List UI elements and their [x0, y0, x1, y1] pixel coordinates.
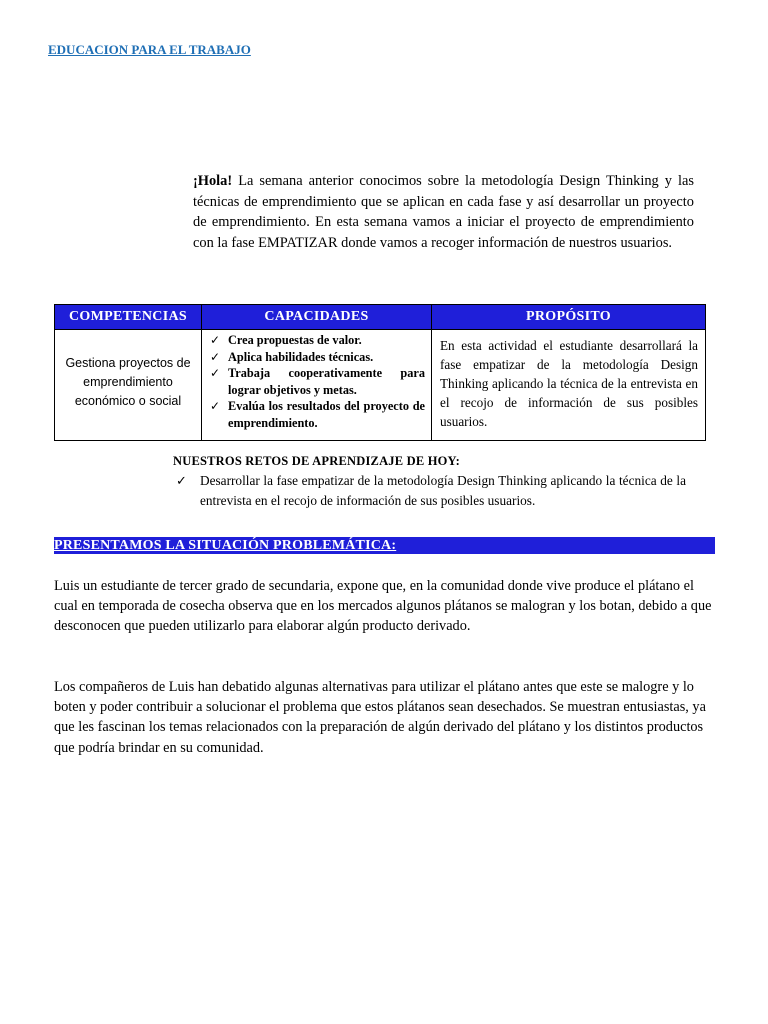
intro-greeting: ¡Hola!	[193, 173, 233, 189]
proposito-cell	[432, 330, 706, 441]
intro-paragraph	[193, 171, 694, 253]
retos-item-text: Desarrollar la fase empatizar de la metodología Design Thinking aplicando la técnica de la entrevista en el recojo de información de sus posibles usuarios.	[200, 473, 686, 508]
retos-item	[176, 471, 686, 511]
retos-title: NUESTROS RETOS DE APRENDIZAJE DE HOY:	[173, 454, 460, 468]
check-icon: ✓	[210, 349, 221, 364]
capacidades-list	[202, 330, 431, 432]
situacion-paragraph-1: Luis un estudiante de tercer grado de secundaria, expone que, en la comunidad donde vive produce el plátano el cual en temporada de cosecha observa que en los mercados algunos plátanos se malogran y los botan, debido a que desconocen que pueden utilizarlo para elaborar algún producto derivado.	[54, 578, 712, 635]
capacidad-text: Aplica habilidades técnicas.	[228, 349, 374, 364]
capacidad-item	[208, 398, 425, 431]
section-heading-bar	[54, 537, 715, 554]
competencia-text: Gestiona proyectos de emprendimiento económico o social	[65, 356, 191, 408]
section-heading: PRESENTAMOS LA SITUACIÓN PROBLEMÁTICA:	[54, 538, 397, 553]
check-icon: ✓	[210, 399, 221, 414]
situacion-paragraph-2: Los compañeros de Luis han debatido algunas alternativas para utilizar el plátano antes que este se malogre y lo boten y poder contribuir a solucionar el problema que estos plátanos sean desechados. Se muestran entusiastas, ya que les fascinan los temas relacionados con la preparación de algún derivado del plátano y los distintos productos que podría brindar en su comunidad.	[54, 679, 706, 756]
header-proposito: PROPÓSITO	[432, 305, 706, 330]
header-capacidades: CAPACIDADES	[202, 305, 432, 330]
capacidad-item	[208, 332, 425, 349]
capacidad-item	[208, 349, 425, 366]
header-competencias: COMPETENCIAS	[55, 305, 202, 330]
capacidad-item	[208, 365, 425, 398]
competencias-table	[54, 304, 706, 441]
competencia-cell	[55, 330, 202, 441]
capacidades-cell	[202, 330, 432, 441]
check-icon: ✓	[210, 366, 221, 381]
capacidad-text: Evalúa los resultados del proyecto de emprendimiento.	[228, 399, 425, 430]
header-title-link[interactable]: EDUCACION PARA EL TRABAJO	[48, 42, 251, 57]
capacidad-text: Trabaja cooperativamente para lograr objetivos y metas.	[228, 366, 425, 397]
check-icon: ✓	[176, 473, 187, 488]
capacidad-text: Crea propuestas de valor.	[228, 333, 362, 347]
proposito-text: En esta actividad el estudiante desarrollará la fase empatizar de la metodología Design Thinking aplicando la técnica de la entrevista en el recojo de información de sus posibles usuarios.	[440, 338, 698, 429]
intro-text: La semana anterior conocimos sobre la metodología Design Thinking y las técnicas de emprendimiento que se aplican en cada fase y así desarrollar un proyecto de emprendimiento. En esta semana vamos a iniciar el proyecto de emprendimiento con la fase EMPATIZAR donde vamos a recoger información de nuestros usuarios.	[193, 173, 694, 251]
check-icon: ✓	[210, 333, 221, 347]
